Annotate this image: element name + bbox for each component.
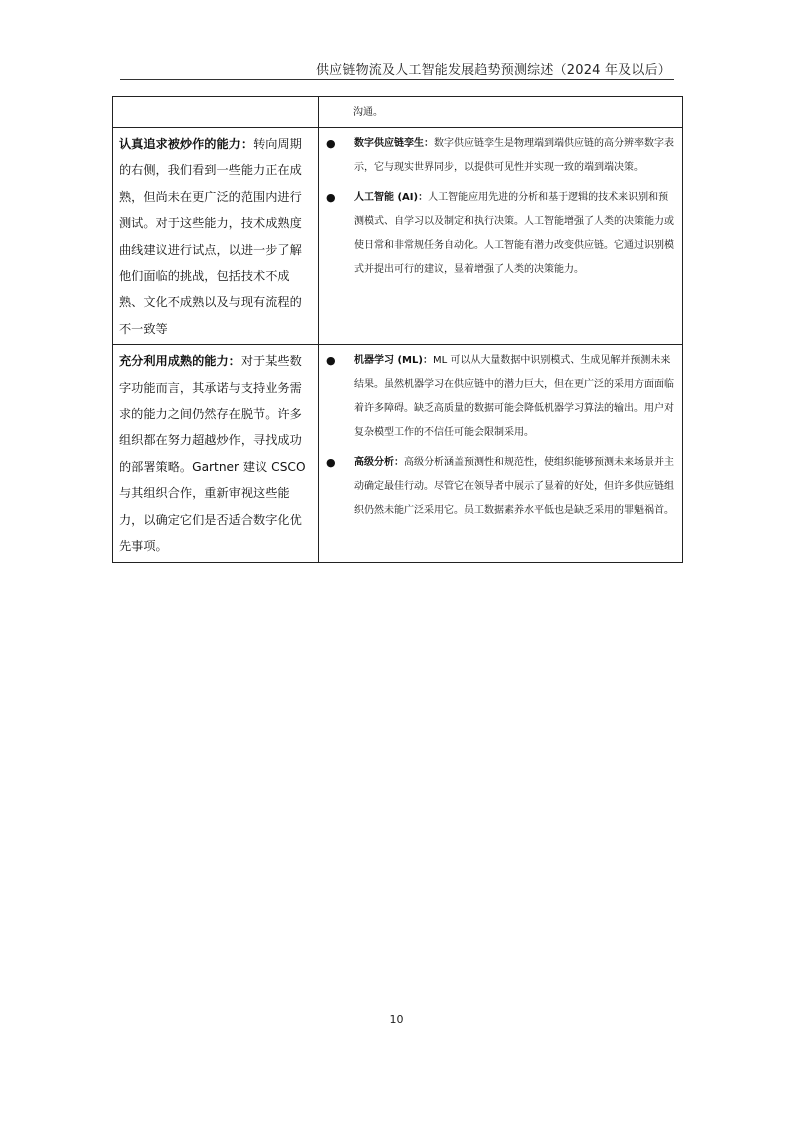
bullet-description: ML 可以从大量数据中识别模式、生成见解并预测未来结果。虽然机器学习在供应链中的潜力巨大，但在更广泛的采用方面面临着许多障碍。缺乏高质量的数据可能会降低机器学习算法的输出。用户对复杂模型工作的不信任可能会限制采用。 [354,355,674,439]
table-row [113,345,683,562]
bullet-description: 人工智能应用先进的分析和基于逻辑的技术来识别和预测模式、自学习以及制定和执行决策。人工智能增强了人类的决策能力或使日常和非常规任务自动化。人工智能有潜力改变供应链。它通过识别模式并提出可行的建议，显着增强了人类的决策能力。 [354,192,674,275]
bullet-term: 高级分析： [354,457,404,469]
list-item [325,132,678,180]
document-header-title: 供应链物流及人工智能发展趋势预测综述（2024 年及以后） [315,63,671,78]
list-item [325,451,678,523]
table-cell-right [319,97,683,128]
bullet-term: 机器学习 (ML)： [354,355,433,367]
category-heading: 充分利用成熟的能力： [119,354,241,369]
table-cell-right [319,345,683,562]
page-number: 10 [389,1013,404,1026]
category-description: 对于某些数字功能而言，其承诺与支持业务需求的能力之间仍然存在脱节。许多组织都在努力超越炒作，寻找成功的部署策略。Gartner 建议 CSCO 与其组织合作，重新审视这些能力，以确定它们是否适合数字化优先事项。 [119,354,306,554]
capability-table [112,96,683,563]
bullet-icon: ● [326,137,336,150]
table-row [113,128,683,345]
category-description: 转向周期的右侧，我们看到一些能力正在成熟，但尚未在更广泛的范围内进行测试。对于这些能力，技术成熟度曲线建议进行试点，以进一步了解他们面临的挑战，包括技术不成熟、文化不成熟以及与现有流程的不一致等 [119,137,302,336]
continued-text: 沟通。 [353,107,383,118]
table-cell-left [113,128,319,345]
bullet-icon: ● [326,354,336,368]
table-cell-left-empty [113,97,319,128]
header-divider [120,79,674,80]
bullet-icon: ● [326,456,336,470]
table-row [113,97,683,128]
table-cell-left [113,345,319,562]
bullet-icon: ● [326,191,336,204]
list-item [325,186,678,282]
table-cell-right [319,128,683,345]
bullet-description: 高级分析涵盖预测性和规范性，使组织能够预测未来场景并主动确定最佳行动。尽管它在领导者中展示了显着的好处，但许多供应链组织仍然未能广泛采用它。员工数据素养水平低也是缺乏采用的罪魁祸首。 [354,457,674,517]
bullet-description: 数字供应链孪生是物理端到端供应链的高分辨率数字表示，它与现实世界同步，以提供可见性并实现一致的端到端决策。 [354,138,674,173]
bullet-term: 数字供应链孪生： [354,138,434,149]
list-item [325,349,678,445]
category-heading: 认真追求被炒作的能力： [119,137,254,151]
bullet-term: 人工智能 (AI)： [354,192,429,203]
